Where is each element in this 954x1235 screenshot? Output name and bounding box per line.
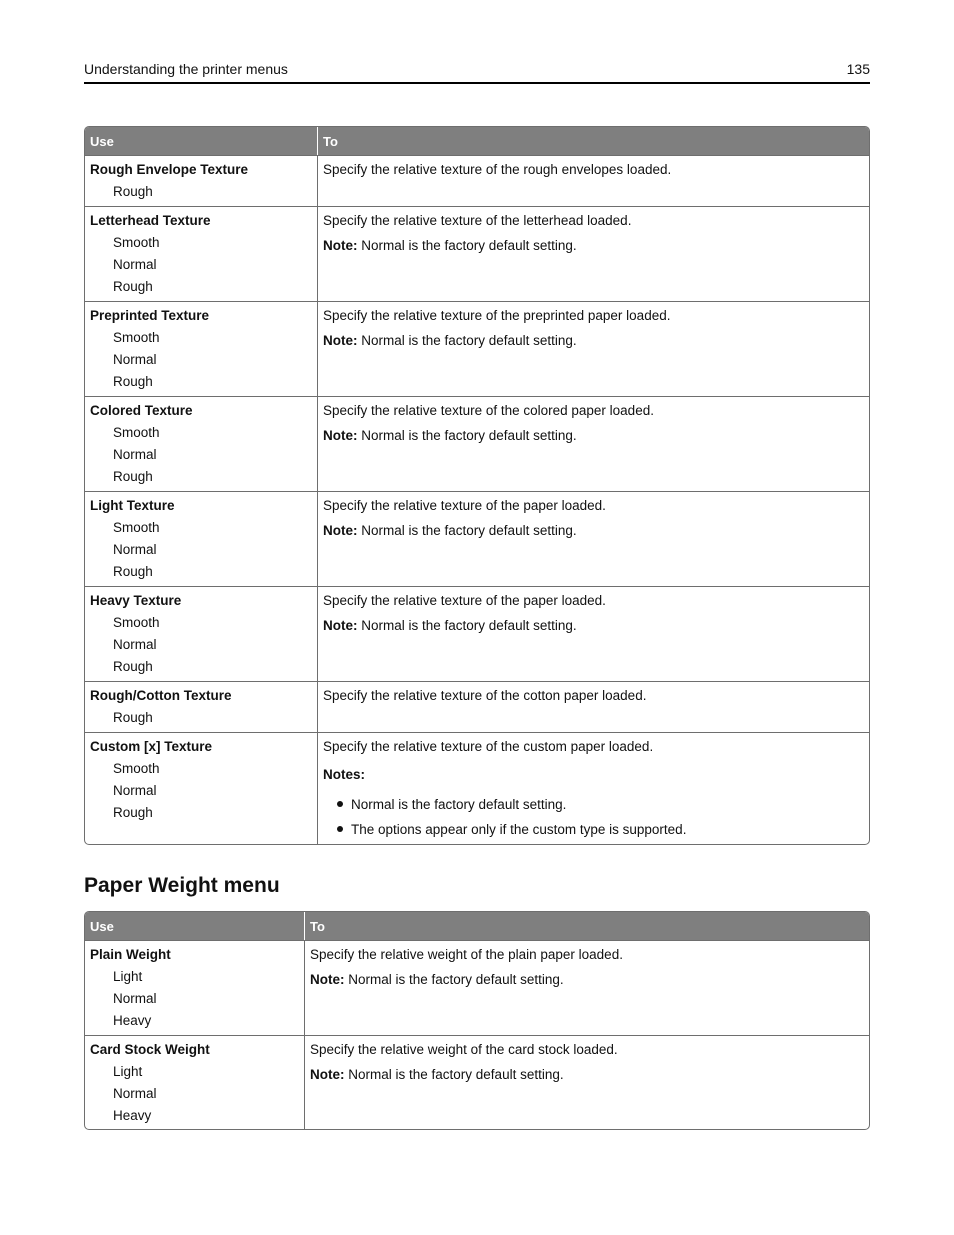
note bbox=[323, 330, 865, 352]
setting-option: Heavy bbox=[113, 1108, 152, 1123]
table-row bbox=[85, 206, 869, 301]
column-header-use: Use bbox=[85, 127, 318, 155]
to-cell bbox=[305, 940, 869, 1035]
setting-option: Normal bbox=[113, 257, 157, 272]
table-row bbox=[85, 681, 869, 732]
weight-menu-table bbox=[84, 911, 870, 1130]
setting-name: Rough Envelope Texture bbox=[90, 162, 249, 177]
setting-description: Specify the relative weight of the plain paper loaded. bbox=[310, 947, 623, 962]
to-cell bbox=[318, 206, 869, 301]
setting-description: Specify the relative texture of the paper loaded. bbox=[323, 593, 606, 608]
table-row bbox=[85, 155, 869, 206]
setting-option: Rough bbox=[113, 564, 153, 579]
setting-option: Normal bbox=[113, 542, 157, 557]
use-cell bbox=[85, 206, 318, 301]
table-header-row bbox=[85, 912, 869, 940]
table-header-row bbox=[85, 127, 869, 155]
to-cell bbox=[318, 732, 869, 844]
to-cell bbox=[318, 396, 869, 491]
note-label: Note: bbox=[323, 333, 358, 348]
table-row bbox=[85, 586, 869, 681]
setting-option: Rough bbox=[113, 710, 153, 725]
setting-option: Normal bbox=[113, 1086, 157, 1101]
note-label: Note: bbox=[323, 238, 358, 253]
use-cell bbox=[85, 732, 318, 844]
setting-option: Light bbox=[113, 969, 143, 984]
to-cell bbox=[318, 586, 869, 681]
note-label: Note: bbox=[310, 972, 345, 987]
setting-option: Normal bbox=[113, 783, 157, 798]
setting-option: Light bbox=[113, 1064, 143, 1079]
note bbox=[310, 1064, 865, 1086]
setting-option: Smooth bbox=[113, 330, 160, 345]
header-title: Understanding the printer menus bbox=[84, 61, 288, 77]
note-text: Normal is the factory default setting. bbox=[357, 333, 577, 348]
setting-description: Specify the relative texture of the colored paper loaded. bbox=[323, 403, 654, 418]
setting-option: Smooth bbox=[113, 235, 160, 250]
note bbox=[323, 425, 865, 447]
to-cell bbox=[318, 155, 869, 206]
column-header-to: To bbox=[305, 912, 869, 940]
notes-label: Notes: bbox=[323, 767, 366, 782]
setting-option: Smooth bbox=[113, 520, 160, 535]
use-cell bbox=[85, 155, 318, 206]
use-cell bbox=[85, 1035, 305, 1129]
note-text: Normal is the factory default setting. bbox=[357, 428, 577, 443]
setting-option: Rough bbox=[113, 659, 153, 674]
use-cell bbox=[85, 491, 318, 586]
use-cell bbox=[85, 396, 318, 491]
note-label: Note: bbox=[323, 523, 358, 538]
table-row bbox=[85, 1035, 869, 1129]
setting-description: Specify the relative weight of the card stock loaded. bbox=[310, 1042, 618, 1057]
setting-option: Normal bbox=[113, 447, 157, 462]
setting-description: Specify the relative texture of the cotton paper loaded. bbox=[323, 688, 647, 703]
use-cell bbox=[85, 681, 318, 732]
use-cell bbox=[85, 301, 318, 396]
list-item: The options appear only if the custom type is supported. bbox=[323, 817, 865, 842]
table-row bbox=[85, 491, 869, 586]
setting-description: Specify the relative texture of the custom paper loaded. bbox=[323, 739, 654, 754]
page-header bbox=[84, 60, 870, 84]
setting-option: Smooth bbox=[113, 425, 160, 440]
table-row bbox=[85, 301, 869, 396]
table-row bbox=[85, 940, 869, 1035]
setting-option: Normal bbox=[113, 637, 157, 652]
use-cell bbox=[85, 940, 305, 1035]
setting-description: Specify the relative texture of the letterhead loaded. bbox=[323, 213, 632, 228]
setting-option: Smooth bbox=[113, 761, 160, 776]
column-header-use: Use bbox=[85, 912, 305, 940]
note bbox=[323, 520, 865, 542]
setting-name: Card Stock Weight bbox=[90, 1042, 210, 1057]
column-header-to: To bbox=[318, 127, 869, 155]
setting-option: Rough bbox=[113, 279, 153, 294]
setting-description: Specify the relative texture of the preprinted paper loaded. bbox=[323, 308, 671, 323]
to-cell bbox=[318, 681, 869, 732]
note-text: Normal is the factory default setting. bbox=[344, 1067, 564, 1082]
note-label: Note: bbox=[323, 428, 358, 443]
setting-description: Specify the relative texture of the paper loaded. bbox=[323, 498, 606, 513]
note-text: Normal is the factory default setting. bbox=[357, 523, 577, 538]
table-row bbox=[85, 732, 869, 844]
setting-option: Rough bbox=[113, 184, 153, 199]
setting-option: Heavy bbox=[113, 1013, 152, 1028]
to-cell bbox=[318, 301, 869, 396]
page-number: 135 bbox=[846, 61, 870, 77]
setting-name: Letterhead Texture bbox=[90, 213, 211, 228]
table-row bbox=[85, 396, 869, 491]
note-label: Note: bbox=[323, 618, 358, 633]
note bbox=[323, 235, 865, 257]
setting-option: Rough bbox=[113, 469, 153, 484]
setting-name: Preprinted Texture bbox=[90, 308, 210, 323]
note bbox=[310, 969, 865, 991]
texture-menu-table bbox=[84, 126, 870, 845]
setting-name: Heavy Texture bbox=[90, 593, 182, 608]
use-cell bbox=[85, 586, 318, 681]
setting-description: Specify the relative texture of the rough envelopes loaded. bbox=[323, 162, 672, 177]
setting-option: Normal bbox=[113, 991, 157, 1006]
setting-option: Rough bbox=[113, 805, 153, 820]
setting-name: Light Texture bbox=[90, 498, 175, 513]
setting-name: Colored Texture bbox=[90, 403, 193, 418]
section-heading: Paper Weight menu bbox=[84, 874, 280, 897]
setting-name: Custom [x] Texture bbox=[90, 739, 213, 754]
note bbox=[323, 615, 865, 637]
setting-option: Rough bbox=[113, 374, 153, 389]
note-label: Note: bbox=[310, 1067, 345, 1082]
setting-name: Plain Weight bbox=[90, 947, 171, 962]
to-cell bbox=[305, 1035, 869, 1129]
setting-option: Smooth bbox=[113, 615, 160, 630]
notes-list bbox=[323, 792, 865, 842]
note-text: Normal is the factory default setting. bbox=[357, 618, 577, 633]
note-text: Normal is the factory default setting. bbox=[344, 972, 564, 987]
list-item: Normal is the factory default setting. bbox=[323, 792, 865, 817]
setting-name: Rough/Cotton Texture bbox=[90, 688, 232, 703]
setting-option: Normal bbox=[113, 352, 157, 367]
to-cell bbox=[318, 491, 869, 586]
note-text: Normal is the factory default setting. bbox=[357, 238, 577, 253]
